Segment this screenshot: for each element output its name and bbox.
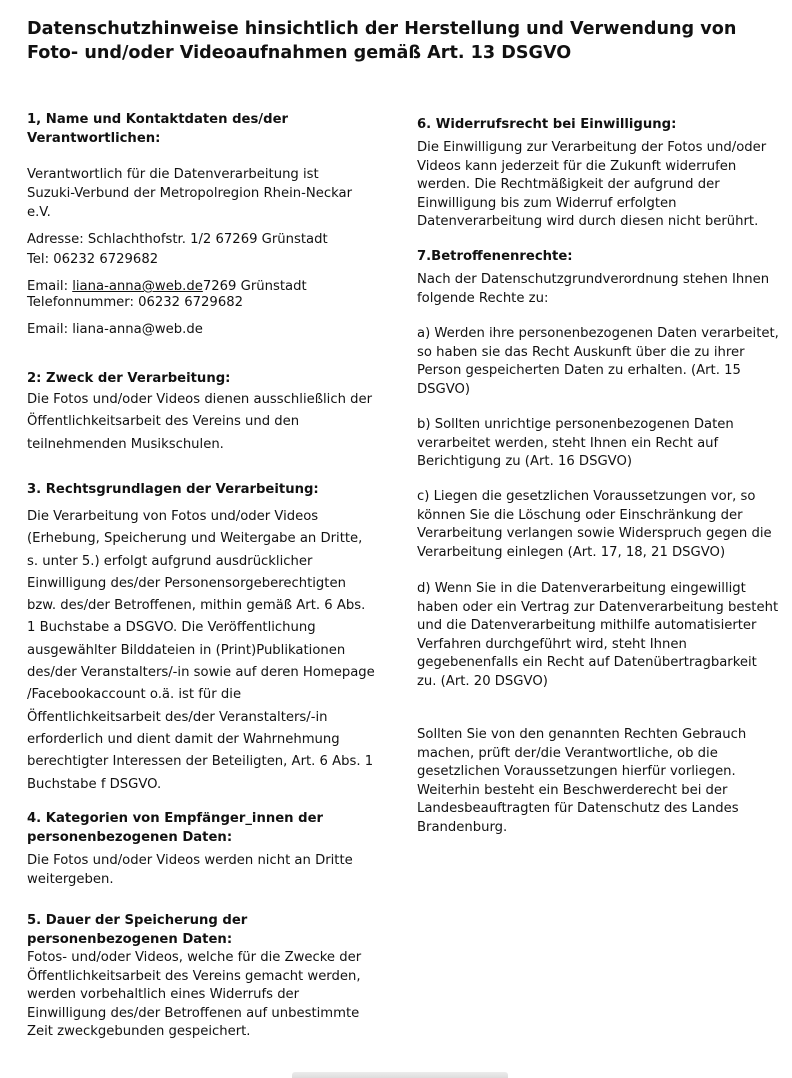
section-7-intro: Nach der Datenschutzgrundverordnung stehen Ihnen folgende Rechte zu: bbox=[417, 272, 770, 306]
organization-name: Suzuki-Verbund der Metropolregion Rhein-Neckar e.V. bbox=[27, 186, 352, 220]
responsible-intro: Verantwortlich für die Datenverarbeitung ist bbox=[27, 167, 319, 182]
section-4-heading: 4. Kategorien von Empfänger_innen der personenbezogenen Daten: bbox=[27, 811, 324, 845]
email-suffix: 7269 Grünstadt bbox=[202, 279, 307, 294]
section-5-heading: 5. Dauer der Speicherung der personenbezogenen Daten: bbox=[27, 913, 248, 947]
email-line-2: Email: liana-anna@web.de bbox=[27, 322, 203, 337]
section-2-heading: 2: Zweck der Verarbeitung: bbox=[27, 371, 231, 386]
right-a: a) Werden ihre personenbezogenen Daten verarbeitet, so haben sie das Recht Auskunft über die zu ihrer Person gespeicherten Daten zu erhalten. (Art. 15 DSGVO) bbox=[417, 326, 779, 397]
email-link[interactable]: liana-anna@web.de bbox=[72, 279, 203, 294]
scroll-edge-shadow bbox=[292, 1072, 508, 1078]
section-1-heading: 1, Name und Kontaktdaten des/der Verantwortlichen: bbox=[27, 112, 289, 146]
telephone-line: Tel: 06232 6729682 bbox=[27, 252, 159, 267]
section-3-heading: 3. Rechtsgrundlagen der Verarbeitung: bbox=[27, 482, 319, 497]
section-6-heading: 6. Widerrufsrecht bei Einwilligung: bbox=[417, 117, 677, 132]
closing-paragraph: Sollten Sie von den genannten Rechten Gebrauch machen, prüft der/die Verantwortliche, ob die gesetzlichen Voraussetzungen hierfür vorliegen. Weiterhin besteht ein Beschwerderecht bei der Landesbeauftragten für Datenschutz des Landes Brandenburg. bbox=[417, 727, 747, 835]
email-label: Email: bbox=[27, 279, 73, 294]
right-d: d) Wenn Sie in die Datenverarbeitung eingewilligt haben oder ein Vertrag zur Datenverarbeitung besteht und die Datenverarbeitung mithilfe automatisierter Verfahren durchgeführt wird, steht Ihnen gegebenenfalls ein Recht auf Datenübertragbarkeit zu. (Art. 20 DSGVO) bbox=[417, 581, 779, 689]
section-7-heading: 7.Betroffenenrechte: bbox=[417, 249, 573, 264]
section-6-body: Die Einwilligung zur Verarbeitung der Fotos und/oder Videos kann jederzeit für die Zukunft widerrufen werden. Die Rechtmäßigkeit der aufgrund der Einwilligung bis zum Widerruf erfolgten Datenverarbeitung wird durch diesen nicht berührt. bbox=[417, 140, 767, 229]
section-2-body: Die Fotos und/oder Videos dienen ausschließlich der Öffentlichkeitsarbeit des Vereins und den teilnehmenden Musikschulen. bbox=[27, 392, 373, 452]
section-4-body: Die Fotos und/oder Videos werden nicht an Dritte weitergeben. bbox=[27, 853, 353, 887]
section-5-body: Fotos- und/oder Videos, welche für die Zwecke der Öffentlichkeitsarbeit des Vereins gemacht werden, werden vorbehaltlich eines Widerrufs der Einwilligung des/der Betroffenen auf unbestimmte Zeit zweckgebunden gespeichert. bbox=[27, 950, 362, 1039]
document-title: Datenschutzhinweise hinsichtlich der Herstellung und Verwendung von Foto- und/oder Videoaufnahmen gemäß Art. 13 DSGVO bbox=[27, 19, 737, 63]
right-b: b) Sollten unrichtige personenbezogenen Daten verarbeitet werden, steht Ihnen ein Recht auf Berichtigung zu (Art. 16 DSGVO) bbox=[417, 417, 734, 469]
phone-number-line: Telefonnummer: 06232 6729682 bbox=[27, 295, 243, 310]
address-line: Adresse: Schlachthofstr. 1/2 67269 Grünstadt bbox=[27, 232, 328, 247]
section-3-body: Die Verarbeitung von Fotos und/oder Videos (Erhebung, Speicherung und Weitergabe an Dritte, s. unter 5.) erfolgt aufgrund ausdrücklicher Einwilligung des/der Personensorgeberechtigten bzw. des/der Betroffenen, mithin gemäß Art. 6 Abs. 1 Buchstabe a DSGVO. Die Veröffentlichung ausgewählter Bilddateien in (Print)Publikationen des/der Veranstalters/-in sowie auf deren Homepage /Facebookaccount o.ä. ist für die Öffentlichkeitsarbeit des/der Veranstalters/-in erforderlich und dient damit der Wahrnehmung berechtigter Interessen der Beteiligten, Art. 6 Abs. 1 Buchstabe f DSGVO. bbox=[27, 509, 375, 792]
right-c: c) Liegen die gesetzlichen Voraussetzungen vor, so können Sie die Löschung oder Einschränkung der Verarbeitung verlangen sowie Widerspruch gegen die Verarbeitung einlegen (Art. 17, 18, 21 DSGVO) bbox=[417, 489, 772, 560]
